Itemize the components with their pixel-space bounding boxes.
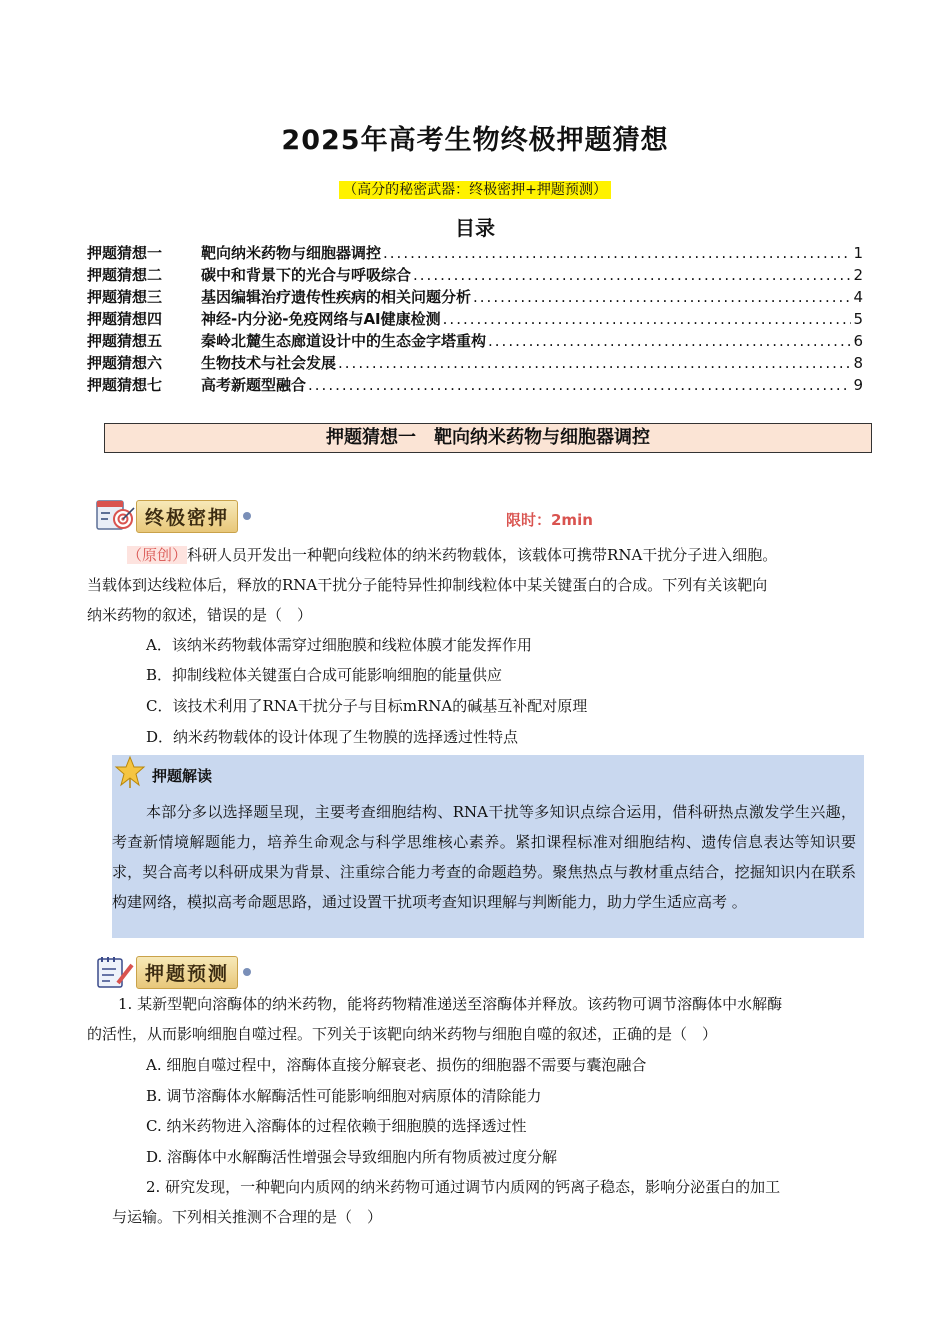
target-chart-icon — [96, 499, 136, 533]
q1-line-1: 1. 某新型靶向溶酶体的纳米药物，能将药物精准递送至溶酶体并释放。该药物可调节溶酶体中水解酶 — [118, 995, 783, 1013]
toc-item-number: 押题猜想四 — [87, 310, 163, 328]
toc-leader — [488, 332, 851, 350]
badge-label: 终极密押 — [136, 500, 238, 533]
notepad-pencil-icon — [96, 955, 136, 989]
toc-item-text: 秦岭北麓生态廊道设计中的生态金字塔重构 — [201, 332, 487, 350]
q0-line-1-text: 科研人员开发出一种靶向线粒体的纳米药物载体，该载体可携带RNA干扰分子进入细胞。 — [187, 546, 778, 564]
q0-option-b[interactable]: B．抑制线粒体关键蛋白合成可能影响细胞的能量供应 — [146, 666, 503, 684]
q0-option-a[interactable]: A．该纳米药物载体需穿过细胞膜和线粒体膜才能发挥作用 — [146, 636, 532, 654]
q0-option-d[interactable]: D．纳米药物载体的设计体现了生物膜的选择透过性特点 — [146, 728, 519, 746]
toc-item[interactable] — [87, 308, 863, 330]
toc-item-text: 高考新题型融合 — [201, 376, 307, 394]
star-icon — [114, 755, 146, 789]
q2-line-2: 与运输。下列相关推测不合理的是（ ） — [112, 1208, 383, 1226]
q1-option-a[interactable]: A. 细胞自噬过程中，溶酶体直接分解衰老、损伤的细胞器不需要与囊泡融合 — [146, 1056, 647, 1074]
table-of-contents — [87, 242, 863, 396]
toc-item[interactable] — [87, 330, 863, 352]
toc-leader — [338, 354, 851, 372]
q2-line-1: 2. 研究发现，一种靶向内质网的纳米药物可通过调节内质网的钙离子稳态，影响分泌蛋白的加工 — [146, 1178, 781, 1196]
toc-item[interactable] — [87, 374, 863, 396]
toc-item-page: 5 — [853, 310, 863, 328]
toc-item-text: 靶向纳米药物与细胞器调控 — [201, 244, 382, 262]
toc-item-page: 6 — [853, 332, 863, 350]
toc-item-page: 8 — [853, 354, 863, 372]
q0-option-c[interactable]: C．该技术利用了RNA干扰分子与目标mRNA的碱基互补配对原理 — [146, 697, 588, 715]
analysis-box — [112, 755, 864, 938]
q0-line-1 — [127, 540, 867, 570]
section-heading: 押题猜想一 靶向纳米药物与细胞器调控 — [104, 423, 872, 453]
time-limit: 限时：2min — [506, 511, 593, 529]
toc-item-number: 押题猜想六 — [87, 354, 163, 372]
analysis-text: 本部分多以选择题呈现，主要考查细胞结构、RNA干扰等多知识点综合运用，借科研热点激发学生兴趣，考查新情境解题能力，培养生命观念与科学思维核心素养。紧扣课程标准对细胞结构、遗传信息表达等知识要求，契合高考以科研成果为背景、注重综合能力考查的命题趋势。聚焦热点与教材重点结合，挖掘知识内在联系构建网络，模拟高考命题思路，通过设置干扰项考查知识理解与判断能力，助力学生适应高考 。 — [112, 803, 856, 911]
page-title: 2025年高考生物终极押题猜想 — [281, 125, 669, 156]
toc-item-number: 押题猜想五 — [87, 332, 163, 350]
toc-item-page: 9 — [853, 376, 863, 394]
toc-leader — [413, 266, 851, 284]
original-tag: （原创） — [127, 546, 188, 564]
toc-item[interactable] — [87, 264, 863, 286]
toc-item-text: 碳中和背景下的光合与呼吸综合 — [201, 266, 412, 284]
toc-leader — [308, 376, 851, 394]
toc-item-text: 神经-内分泌-免疫网络与AI健康检测 — [201, 310, 441, 328]
badge-dot — [243, 968, 251, 976]
toc-item-text: 基因编辑治疗遗传性疾病的相关问题分析 — [201, 288, 472, 306]
toc-item-number: 押题猜想二 — [87, 266, 163, 284]
q1-option-b[interactable]: B. 调节溶酶体水解酶活性可能影响细胞对病原体的清除能力 — [146, 1087, 542, 1105]
toc-item-page: 2 — [853, 266, 863, 284]
analysis-heading: 押题解读 — [152, 767, 213, 785]
toc-item-number: 押题猜想一 — [87, 244, 163, 262]
toc-item-page: 4 — [853, 288, 863, 306]
badge-label: 押题预测 — [136, 956, 238, 989]
badge-final-prediction — [96, 499, 251, 533]
q0-line-3: 纳米药物的叙述，错误的是（ ） — [87, 606, 313, 624]
q1-option-d[interactable]: D. 溶酶体中水解酶活性增强会导致细胞内所有物质被过度分解 — [146, 1148, 558, 1166]
subtitle — [0, 179, 950, 199]
q1-line-2: 的活性，从而影响细胞自噬过程。下列关于该靶向纳米药物与细胞自噬的叙述，正确的是（ ） — [87, 1025, 718, 1043]
toc-item[interactable] — [87, 352, 863, 374]
toc-item[interactable] — [87, 286, 863, 308]
toc-item-number: 押题猜想三 — [87, 288, 163, 306]
toc-item-text: 生物技术与社会发展 — [201, 354, 337, 372]
q0-line-2: 当载体到达线粒体后，释放的RNA干扰分子能特异性抑制线粒体中某关键蛋白的合成。下列有关该靶向 — [87, 576, 768, 594]
toc-item-page: 1 — [853, 244, 863, 262]
toc-item[interactable] — [87, 242, 863, 264]
toc-leader — [473, 288, 851, 306]
badge-prediction — [96, 955, 251, 989]
toc-heading: 目录 — [455, 216, 495, 240]
badge-dot — [243, 512, 251, 520]
toc-item-number: 押题猜想七 — [87, 376, 163, 394]
q1-option-c[interactable]: C. 纳米药物进入溶酶体的过程依赖于细胞膜的选择透过性 — [146, 1117, 527, 1135]
toc-leader — [443, 310, 852, 328]
toc-leader — [383, 244, 851, 262]
subtitle-highlight: （高分的秘密武器：终极密押+押题预测） — [339, 181, 611, 199]
